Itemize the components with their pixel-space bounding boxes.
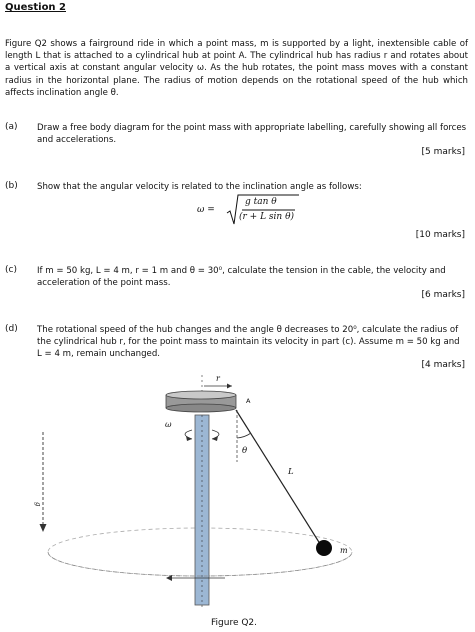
label-m: m	[340, 546, 348, 555]
theta-arc	[237, 433, 251, 438]
label-r: r	[216, 374, 220, 383]
figure-q2	[0, 370, 475, 615]
part-a-marks: [5 marks]	[421, 147, 465, 157]
part-a-label: (a)	[5, 122, 18, 132]
label-theta: θ	[242, 446, 248, 456]
hub-bottom	[166, 404, 236, 412]
label-L: L	[288, 467, 294, 477]
question-title: Question 2	[5, 2, 66, 13]
equation-denominator: (r + L sin θ)	[239, 212, 294, 222]
label-g: g	[34, 502, 42, 507]
part-c-label: (c)	[5, 265, 17, 275]
equation-lhs: ω =	[197, 205, 215, 215]
part-d-marks: [4 marks]	[421, 360, 465, 370]
label-A: A	[246, 397, 251, 405]
part-c-text: If m = 50 kg, L = 4 m, r = 1 m and θ = 30⁰, calculate the tension in the cable, the velocity and acceleration of the point mass.	[37, 266, 446, 289]
figure-caption: Figure Q2.	[211, 618, 258, 628]
part-b-text: Show that the angular velocity is related to the inclination angle as follows:	[37, 182, 362, 192]
part-d-text: The rotational speed of the hub changes and the angle θ decreases to 20⁰, calculate the radius of the cylindrical hub r, for the point mass to maintain its velocity in part (c). Assume m = 50 kg and L = 4 m, remain unchanged.	[37, 325, 460, 360]
part-a-text: Draw a free body diagram for the point mass with appropriate labelling, carefully showing all forces and accelerations.	[37, 123, 467, 146]
hub-top	[166, 391, 236, 399]
point-mass	[316, 540, 332, 556]
label-omega: ω	[165, 420, 172, 429]
equation-numerator: g tan θ	[245, 197, 277, 207]
cable	[236, 410, 322, 547]
part-b-marks: [10 marks]	[415, 230, 465, 240]
part-b-label: (b)	[5, 181, 18, 191]
part-c-marks: [6 marks]	[421, 290, 465, 300]
part-d-label: (d)	[5, 324, 18, 334]
intro-paragraph: Figure Q2 shows a fairground ride in which a point mass, m is supported by a light, inextensible cable of length L that is attached to a cylindrical hub at point A. The cylindrical hub has radius r and rotates about a vertical axis at constant angular velocity ω. As the hub rotates, the point mass moves with a constant radius in the horizontal plane. The radius of motion depends on the rotational speed of the hub which affects inclination angle θ.	[5, 39, 468, 98]
